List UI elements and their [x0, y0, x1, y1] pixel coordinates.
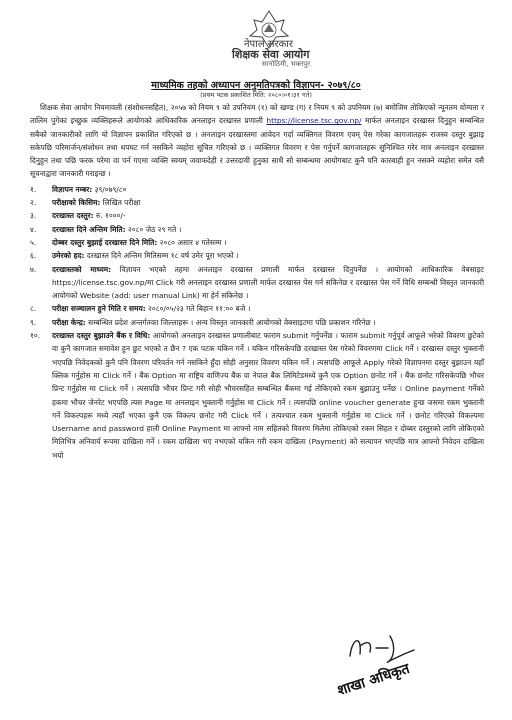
item-number: ४.	[30, 224, 37, 234]
item-label: दोब्बर दस्तुर बुझाई दरखास्त दिने मिति:	[52, 237, 158, 247]
item-label: दरखास्त दिने अन्तिम मिति:	[52, 224, 126, 234]
stamp-line-1: नेपाल सरकार	[244, 39, 293, 50]
item-text	[52, 263, 484, 303]
item-text	[52, 329, 484, 462]
list-item	[30, 329, 484, 462]
item-label: दरखास्त दस्तुर:	[52, 211, 94, 221]
intro-part-2: मार्फत अनलाइन दरखास्त दिनुहुन सम्बन्धित सबैको जानकारीको लागि यो विज्ञापन प्रकाशित गरिएको छ । अनलाइन दरखास्तमा आवेदन गर्दा व्यक्तिगत विवरण एवम् पेस गरेका कागजातहरू राजस्व दस्तुर बुझाइ सकेपछि परिमार्जन/संशोधन तथा थपघट गर्न नसकिने व्यहोरा सूचित गरिएको छ । व्यक्तिगत विवरण र पेस गर्नुपर्ने कागजातहरू सुनिश्चित गरेर मात्र अनलाइन दरखास्त दिनुहुन तथा पछि फरक परेमा वा पर्न गएमा व्यक्ति स्वयम् जवाफदेही र उत्तरदायी हुनुका साथै सो सम्बन्धमा आयोगबाट कुनै पनि कारबाही हुन नसक्ने व्यहोरा समेत यसै सूचनाद्वारा जानकारी गराइन्छ ।	[30, 116, 484, 179]
license-portal-link[interactable]: https://license.tsc.gov.np/	[266, 116, 362, 126]
item-number: ३.	[30, 211, 37, 221]
notice-subtitle: (प्रथम पटक प्रकाशित मिति: २०८०।०१।३१ गते)	[200, 91, 312, 99]
item-number: १.	[30, 184, 37, 194]
item-text	[52, 209, 484, 222]
item-label: दरखास्त दस्तुर बुझाउने बैंक र विधि:	[52, 331, 151, 341]
notice-body	[30, 101, 484, 462]
list-item	[30, 209, 484, 222]
item-text	[52, 223, 484, 236]
list-item	[30, 196, 484, 209]
item-value: २०८० असार ४ गतेसम्म ।	[157, 237, 227, 247]
list-item	[30, 249, 484, 262]
item-value: आयोगको अनलाइन दरखास्त प्रणालीबाट फाराम submit गर्नुपर्नेछ । फाराम submit गर्नुपूर्व आफूले भरेको विवरण छुटेको वा कुनै कागजात समावेश हुन छुट भएको त छैन ? एक पटक यकिन गर्ने । यकिन गरिसकेपछि दरखास्त पेस गरेको विवरणमा Click गर्ने । दरखास्त दस्तुर भुक्तानी भएपछि निवेदकको कुनै पनि विवरण परिवर्तन गर्न नसकिने हुँदा सोही अनुसार विवरण यकिन गर्ने । त्यसपछि आफूले Apply गरेको विज्ञापनमा दस्तुर बुझाउन यहाँ क्लिक गर्नुहोस मा Click गर्ने । बैंक Option मा राष्ट्रिय वाणिज्य बैंक वा नेपाल बैंक लिमिटेडमध्ये कुनै एक Option छनोट गर्ने । बैंक छनोट गरिसकेपछि भौचर प्रिन्ट गर्नुहोस मा Click गर्ने । त्यसपछि भौचर प्रिन्ट गरी सोही भौचरसहित सम्बन्धित बैंकमा गई तोकिएको रकम बुझाउनु पर्नेछ । Online payment गर्नेको हकमा भौचर जेनरेट भएपछि त्यस Page मा अनलाइन भुक्तानी गर्नुहोस मा Click गर्ने । त्यसपछि online voucher generate हुन्छ जसमा रकम भुक्तानी गर्ने विकल्पहरू मध्ये त्यहाँ भएका कुनै एक विकल्प छनोट गरी Click गर्ने । तत्पश्चात रकम भुक्तानी गर्नुहोस मा Click गर्ने । छनोट गरिएको विकल्पमा Username and password हाली Online Payment मा आफ्नो नाम सहितको विवरण मिलेमा तोकिएको रकम सिहत र दोब्बर दस्तुरको लागि तोकिएको मितिभित्र अनिवार्य रूपमा दाखिला गर्ने । रकम दाखिला भए नभएको यकिन गरी रकम दाखिला (Payment) को सत्यापन भएपछि मात्र आफ्नो निवेदन दाखिला भयो	[52, 331, 484, 460]
item-text	[52, 249, 484, 262]
list-item	[30, 223, 484, 236]
item-label: परीक्षा सञ्चालन हुने मिति र समय:	[52, 304, 146, 314]
item-value: २०८०/०५/२३ गते बिहान ११:०० बजे ।	[145, 304, 251, 314]
item-label: उमेरको हद:	[52, 251, 85, 261]
item-label: परीक्षाको किसिम:	[52, 198, 101, 208]
item-value: सम्बन्धित प्रदेश अन्तर्गतका जिल्लाहरू । अन्य विस्तृत जानकारी आयोगको वेबसाइटमा पछि प्रकाशन गरिनेछ ।	[85, 317, 376, 327]
item-text	[52, 316, 484, 329]
item-value: २०८० जेठ २९ गते ।	[125, 224, 182, 234]
list-item	[30, 183, 484, 196]
list-item	[30, 302, 484, 315]
notice-title: माध्यमिक तहको अध्यापन अनुमतिपत्रको विज्ञापन- २०७९/८०	[151, 80, 361, 91]
item-value: रु. १०००/-	[93, 211, 126, 221]
item-label: विज्ञापन नम्बर:	[52, 184, 93, 194]
item-value: लिखित परीक्षा	[100, 198, 141, 208]
item-value: ३९/०७९/८०	[92, 184, 127, 194]
list-item	[30, 236, 484, 249]
stamp-line-3: सानोठिमी, भक्तपुर	[262, 60, 311, 68]
item-number: ७.	[30, 264, 37, 274]
item-text	[52, 302, 484, 315]
stamp-line-2: शिक्षक सेवा आयोग	[232, 48, 310, 61]
item-text	[52, 183, 484, 196]
item-number: ५.	[30, 237, 37, 247]
signatory-title: शाखा अधिकृत	[335, 660, 412, 700]
item-text	[52, 236, 484, 249]
item-number: ९.	[30, 317, 37, 327]
intro-part-1: शिक्षक सेवा आयोग नियमावली (संशोधनसहित), २०५७ को नियम ९ को उपनियम (१) को खण्ड (ग) र नियम ९ को उपनियम (७) बमोजिम तोकिएको न्यूनतम योग्यता र तालिम पुगेका इच्छुक व्यक्तिहरूले आयोगको आधिकारिक अनलाइन दरखास्त प्रणाली	[30, 103, 484, 126]
item-label: दरखास्तको माध्यम:	[52, 264, 112, 274]
item-number: १०.	[30, 331, 41, 341]
list-item	[30, 316, 484, 329]
list-item	[30, 263, 484, 303]
item-label: परीक्षा केन्द्र:	[52, 317, 86, 327]
item-number: २.	[30, 198, 37, 208]
item-number: ६.	[30, 251, 37, 261]
item-text	[52, 196, 484, 209]
intro-paragraph	[30, 101, 484, 181]
item-value: दरखास्त दिने अन्तिम मितिसम्म १८ वर्ष उमेर पूरा भएको ।	[84, 251, 239, 261]
item-value: विज्ञापन भएको तहमा अनलाइन दरखास्त प्रणाली मार्फत दरखास्त दिनुपर्नेछ । आयोगको आधिकारिक वेबसाइट https://license.tsc.gov.np/मा Click गरी अनलाइन दरखास्त प्रणाली मार्फत दरखास्त पेस गर्न सकिनेछ र दरखास्त पेस गर्ने विधि सम्बन्धी विस्तृत जानकारी आयोगको Website (add: user manual Link) मा हेर्न सकिनेछ ।	[52, 264, 484, 301]
letterhead	[0, 0, 512, 99]
signature-icon	[344, 626, 424, 666]
item-number: ८.	[30, 304, 37, 314]
